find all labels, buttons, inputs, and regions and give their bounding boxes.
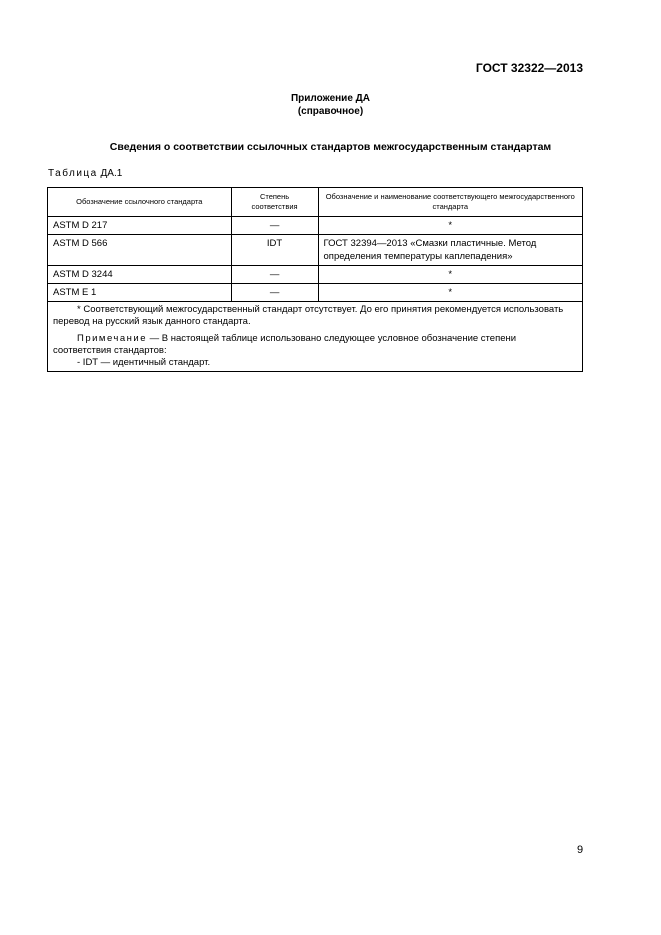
table-caption-label: Таблица [48,168,98,179]
degree-cell: — [231,266,318,284]
interstate-cell: * [318,266,582,284]
degree-cell: — [231,217,318,235]
table-row [48,266,583,284]
document-code: ГОСТ 32322—2013 [475,61,583,75]
table-footnote: * Соответствующий межгосударственный стандарт отсутствует. До его принятия рекомендуется использовать перевод на русский язык данного стандарта. [53,304,564,327]
reference-cell: ASTM D 3244 [48,266,232,284]
section-title: Сведения о соответствии ссылочных стандартов межгосударственным стандартам [109,141,552,153]
interstate-cell: * [318,284,582,302]
reference-cell: ASTM D 217 [48,217,232,235]
reference-cell: ASTM E 1 [48,284,232,302]
column-header-reference: Обозначение ссылочного стандарта [48,188,232,217]
table-caption-number: ДА.1 [100,168,123,179]
table-row [48,235,583,266]
interstate-cell: * [318,217,582,235]
annex-heading [0,92,661,118]
column-header-degree: Степень соответствия [231,188,318,217]
degree-cell: — [231,284,318,302]
note-label: Примечание [77,333,147,344]
column-header-interstate: Обозначение и наименование соответствующего межгосударственного стандарта [318,188,582,217]
annex-title: Приложение ДА [290,93,371,104]
table-note-cell [48,302,583,372]
table-caption [48,168,122,179]
table-header-row [48,188,583,217]
standards-table [47,187,583,372]
reference-cell: ASTM D 566 [48,235,232,266]
note-item: - IDT — идентичный стандарт. [77,357,211,368]
table-row [48,284,583,302]
table-note-row [48,302,583,372]
degree-cell: IDT [231,235,318,266]
interstate-cell: ГОСТ 32394—2013 «Смазки пластичные. Метод определения температуры каплепадения» [318,235,582,266]
annex-subtitle: (справочное) [297,106,364,117]
note-text: — В настоящей таблице использовано следующее условное обозначение степени соответствия стандартов: [53,333,517,356]
table-row [48,217,583,235]
page-number: 9 [577,844,584,856]
table-note [53,333,577,357]
